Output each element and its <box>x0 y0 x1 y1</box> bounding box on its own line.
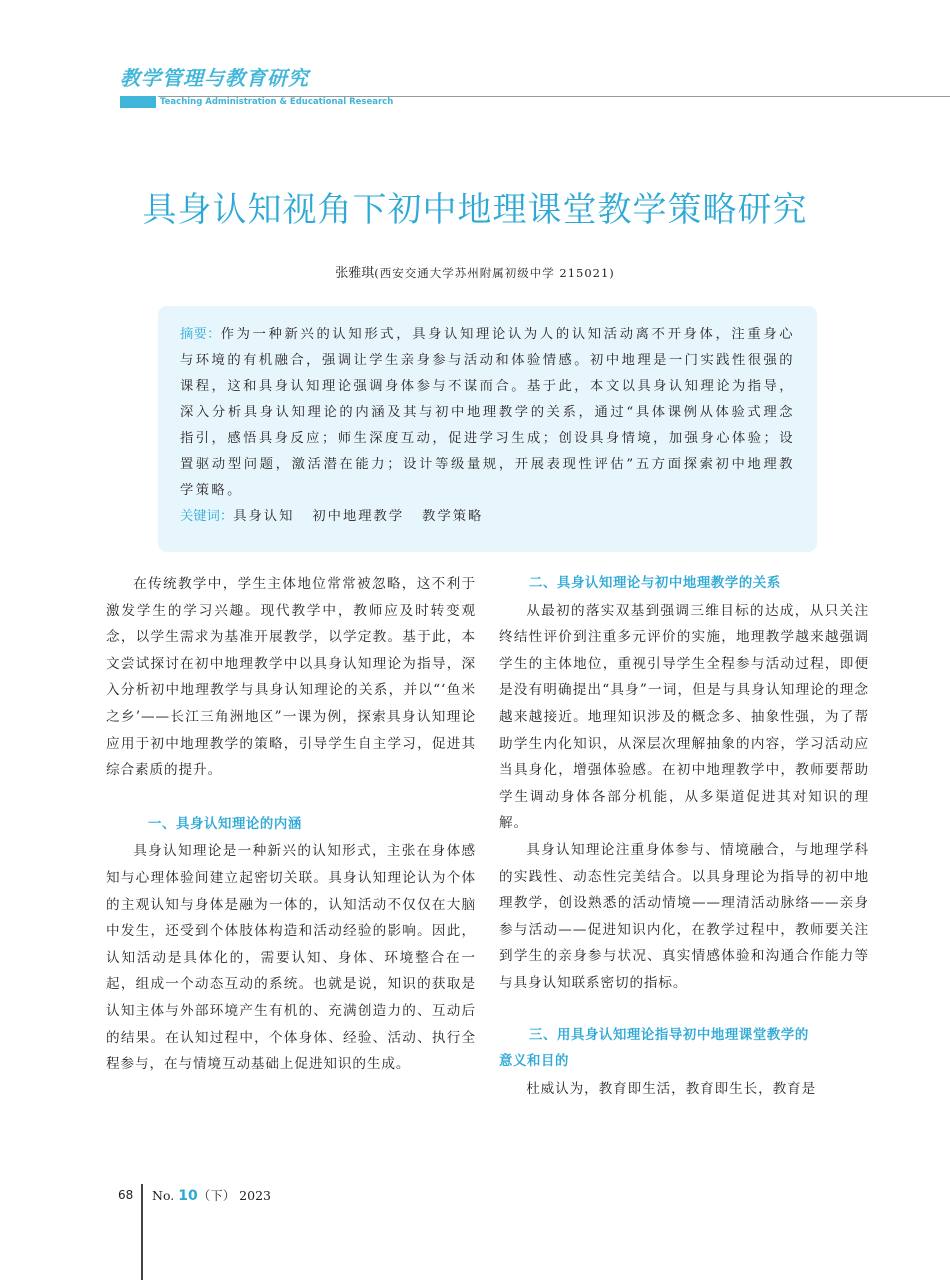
keyword-item: 初中地理教学 <box>312 509 405 524</box>
keyword-item: 具身认知 <box>233 509 295 524</box>
keyword-item: 教学策略 <box>422 509 484 524</box>
abstract-label: 摘要： <box>180 327 221 342</box>
footer-divider <box>141 1184 143 1280</box>
author-affiliation: (西安交通大学苏州附属初级中学 215021) <box>374 266 615 280</box>
journal-title: 教学管理与教育研究 <box>120 66 309 90</box>
keywords <box>180 504 795 530</box>
keywords-label: 关键词： <box>180 509 234 524</box>
section-heading-3-line1: 三、用具身认知理论指导初中地理课堂教学的 <box>529 1027 809 1043</box>
section3-paragraph: 杜威认为，教育即生活，教育即生长，教育是 <box>526 1080 817 1097</box>
author-name: 张雅琪 <box>335 266 375 281</box>
page-number: 68 <box>118 1188 134 1202</box>
article-title: 具身认知视角下初中地理课堂教学策略研究 <box>142 190 808 230</box>
section-heading-1: 一、具身认知理论的内涵 <box>148 816 302 832</box>
issue-number: 10 <box>178 1188 198 1204</box>
journal-english-title: Teaching Administration & Educational Research <box>160 97 394 107</box>
body-column-left <box>106 571 476 1078</box>
intro-paragraph: 在传统教学中，学生主体地位常常被忽略，这不利于激发学生的学习兴趣。现代教学中，教师应及时转变观念，以学生需求为基准开展教学，以学定教。基于此，本文尝试探讨在初中地理教学中以具身认知理论为指导，深入分析初中地理教学与具身认知理论的关系，并以“‘鱼米之乡’——长江三角洲地区”一课为例，探索具身认知理论应用于初中地理教学的策略，引导学生自主学习，促进其综合素质的提升。 <box>106 576 476 779</box>
abstract <box>180 322 795 504</box>
section2-paragraph-2: 具身认知理论注重身体参与、情境融合，与地理学科的实践性、动态性完美结合。以具身理论为指导的初中地理教学，创设熟悉的活动情境——理清活动脉络——亲身参与活动——促进知识内化，在教学过程中，教师要关注到学生的亲身参与状况、真实情感体验和沟通合作能力等与具身认知联系密切的指标。 <box>499 841 869 991</box>
section-heading-2: 二、具身认知理论与初中地理教学的关系 <box>529 576 781 591</box>
abstract-box <box>158 306 817 552</box>
issue-info <box>152 1186 271 1204</box>
section2-paragraph-1: 从最初的落实双基到强调三维目标的达成，从只关注终结性评价到注重多元评价的实施，地理教学越来越强调学生的主体地位，重视引导学生全程参与活动过程，即便是没有明确提出“具身”一词，但是与具身认知理论的理念越来越接近。地理知识涉及的概念多、抽象性强，为了帮助学生内化知识，从深层次理解抽象的内容，学习活动应当具身化，增强体验感。在初中地理教学中，教师要帮助学生调动身体各部分机能，从多渠道促进其对知识的理解。 <box>499 602 869 832</box>
issue-prefix: No. <box>152 1188 175 1203</box>
issue-suffix: （下） 2023 <box>197 1188 271 1203</box>
abstract-text: 作为一种新兴的认知形式，具身认知理论认为人的认知活动离不开身体，注重身心与环境的有机融合，强调让学生亲身参与活动和体验情感。初中地理是一门实践性很强的课程，这和具身认知理论强调身体参与不谋而合。基于此，本文以具身认知理论为指导，深入分析具身认知理论的内涵及其与初中地理教学的关系，通过“具体课例从体验式理念指引，感悟具身反应；师生深度互动，促进学习生成；创设具身情境，加强身心体验；设置驱动型问题，激活潜在能力；设计等级量规，开展表现性评估”五方面探索初中地理教学策略。 <box>180 327 795 498</box>
section-heading-3 <box>499 1023 869 1076</box>
body-column-right <box>499 571 869 1102</box>
section-heading-3-line2: 意义和目的 <box>499 1054 569 1070</box>
author-line <box>0 262 950 281</box>
section1-paragraph: 具身认知理论是一种新兴的认知形式，主张在身体感知与心理体验间建立起密切关联。具身认知理论认为个体的主观认知与身体是融为一体的，认知活动不仅仅在大脑中发生，还受到个体肢体构造和活动经验的影响。因此，认知活动是具体化的，需要认知、身体、环境整合在一起，组成一个动态互动的系统。也就是说，知识的获取是认知主体与外部环境产生有机的、充满创造力的、互动后的结果。在认知过程中，个体身体、经验、活动、执行全程参与，在与情境互动基础上促进知识的生成。 <box>106 843 476 1073</box>
header-color-block <box>120 96 156 108</box>
